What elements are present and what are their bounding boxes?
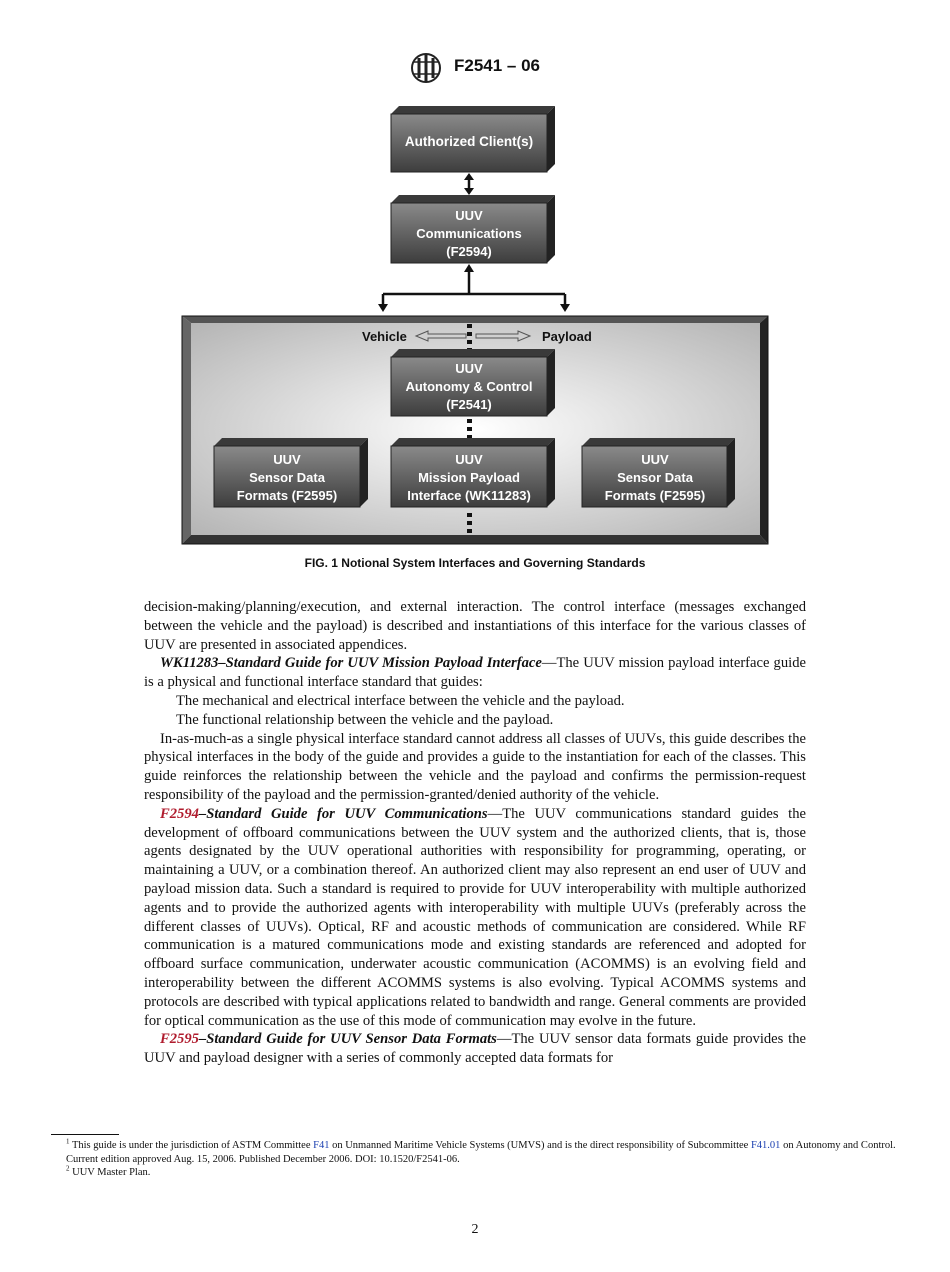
sensor-left-line2: Sensor Data xyxy=(249,470,325,485)
authorized-clients-box xyxy=(391,106,555,172)
mission-line2: Mission Payload xyxy=(418,470,520,485)
sensor-right-line3: Formats (F2595) xyxy=(604,488,706,503)
f2595-title: –Standard Guide for UUV Sensor Data Formats xyxy=(198,1031,497,1048)
mission-line3: Interface (WK11283) xyxy=(407,488,531,503)
list-item: The mechanical and electrical interface between the vehicle and the payload. xyxy=(176,692,625,709)
autonomy-control-box xyxy=(391,349,555,416)
sensor-right-line1: UUV xyxy=(641,452,669,467)
paragraph-wk11283 xyxy=(144,654,806,692)
f2595-link[interactable]: F2595 xyxy=(160,1031,199,1048)
mission-payload-box xyxy=(391,438,555,507)
page-number: 2 xyxy=(471,1222,479,1237)
list-item: The functional relationship between the vehicle and the payload. xyxy=(176,711,554,728)
sensor-right-line2: Sensor Data xyxy=(617,470,693,485)
branch-connector xyxy=(378,264,570,312)
communications-box xyxy=(391,195,555,263)
f2595-text: —The UUV sensor data formats guide provides the UUV and payload designer with a series of commonly accepted data formats for xyxy=(144,1031,806,1067)
vehicle-label: Vehicle xyxy=(362,329,407,344)
footnote-2-text: UUV Master Plan. xyxy=(72,1167,151,1178)
sensor-data-right-box xyxy=(582,438,735,507)
autonomy-line1: UUV xyxy=(455,361,483,376)
footnote-edition: Current edition approved Aug. 15, 2006. Published December 2006. DOI: 10.1520/F2541-06. xyxy=(66,1153,460,1165)
paragraph-continuation: decision-making/planning/execution, and external interaction. The control interface (messages exchanged between the vehicle and the payload) is described and instantiations of this interface for the various classes of UUV are presented in associated appendices. xyxy=(144,599,806,653)
sensor-left-line3: Formats (F2595) xyxy=(236,488,338,503)
paragraph-f2595 xyxy=(144,1030,806,1068)
sensor-data-left-box xyxy=(214,438,368,507)
body-text xyxy=(144,598,806,1068)
f2594-title: –Standard Guide for UUV Communications xyxy=(198,805,488,822)
document-number: F2541 – 06 xyxy=(454,56,541,75)
figure-diagram xyxy=(0,0,950,580)
wk11283-title: WK11283–Standard Guide for UUV Mission Payload Interface xyxy=(160,655,542,672)
f41-link[interactable]: F41 xyxy=(313,1140,330,1151)
footnote-1-text-a: This guide is under the jurisdiction of ASTM Committee xyxy=(71,1140,314,1151)
communications-line3: (F2594) xyxy=(446,244,492,259)
f2594-text: —The UUV communications standard guides the development of offboard communications between the UUV system and the authorized clients, that is, those agents designated by the UUV operational authorities with responsibility for programming, operating, or maintaining a UUV, or a combination thereof. An authorized client may also represent an end user of UUV and payload mission data. Such a standard is required to provide for UUV interoperability with multiple authorized agents and to provide the authorized agents with interoperability with multiple UUVs (preferably across the different classes of UUVs). Optical, RF and acoustic methods of communication are considered. While RF communication is a matured communications mode and existing standards are referenced and adopted for offboard surface communication, underwater acoustic communication (ACOMMS) is an evolving field and interoperability between the different ACOMMS systems is also evolving. Typical ACOMMS systems and protocols are described with typical applications related to bandwidth and range. General comments are provided for optical communication as the use of this mode of communication may evolve in the future. xyxy=(144,805,806,1029)
clients-comms-arrow xyxy=(464,173,474,195)
footnote-1-text-c: on Autonomy and Control. xyxy=(780,1140,896,1151)
communications-line1: UUV xyxy=(455,208,483,223)
f41-01-link[interactable]: F41.01 xyxy=(750,1140,781,1151)
sensor-left-line1: UUV xyxy=(273,452,301,467)
footnote-1 xyxy=(51,1139,901,1153)
f2594-link[interactable]: F2594 xyxy=(160,805,199,822)
footnote-divider xyxy=(51,1134,119,1135)
autonomy-line2: Autonomy & Control xyxy=(405,379,533,394)
figure-caption: FIG. 1 Notional System Interfaces and Governing Standards xyxy=(304,556,646,570)
communications-line2: Communications xyxy=(416,226,522,241)
payload-label: Payload xyxy=(542,329,592,344)
autonomy-line3: (F2541) xyxy=(446,397,492,412)
footnote-1-text-b: on Unmanned Maritime Vehicle Systems (UMVS) and is the direct responsibility of Subcommittee xyxy=(329,1140,751,1151)
wk11283-text: —The UUV mission payload interface guide is a physical and functional interface standard that guides: xyxy=(144,655,806,691)
mission-line1: UUV xyxy=(455,452,483,467)
paragraph-interfaces: In-as-much-as a single physical interface standard cannot address all classes of UUVs, this guide describes the physical interfaces in the body of the guide and provides a guide to the instantiation for each of the classes. This guide reinforces the relationship between the vehicle and the payload and confirms the permission-request responsibility of the payload and the permission-granted/denied authority of the vehicle. xyxy=(144,730,806,803)
footnote-1-mark: 1 xyxy=(66,1137,70,1146)
authorized-clients-label: Authorized Client(s) xyxy=(404,134,534,149)
footnotes xyxy=(51,1139,901,1180)
paragraph-f2594 xyxy=(144,805,806,1031)
footnote-2-mark: 2 xyxy=(66,1164,70,1173)
footnote-2 xyxy=(51,1166,901,1180)
